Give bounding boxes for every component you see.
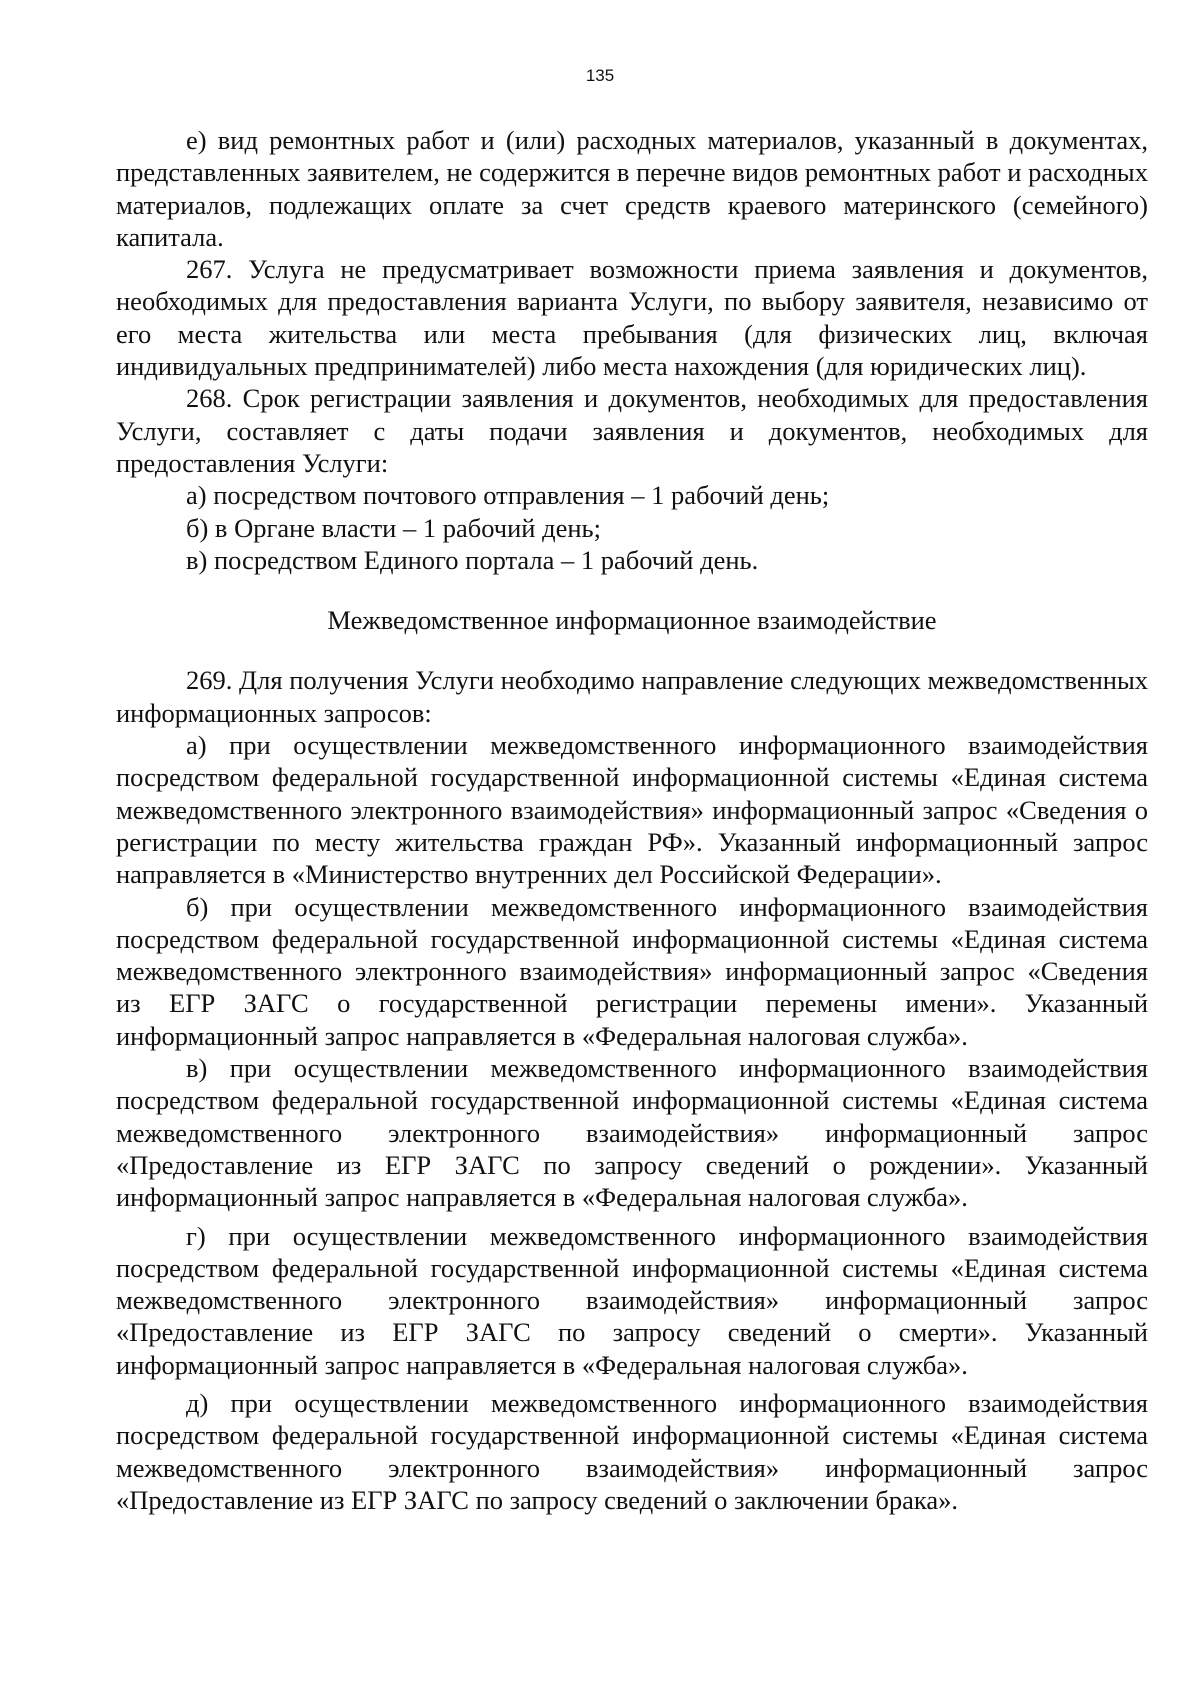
request-item-b: б) при осуществлении межведомственного информационного взаимодействия посредством федеральной государственной информационной системы «Единая система межведомственного электронного взаимодействия» информационный запрос «Сведения из ЕГР ЗАГС о государственной регистрации перемены имени». Указанный информационный запрос направляется в «Федеральная налоговая служба». (116, 891, 1148, 1051)
request-item-d: д) при осуществлении межведомственного информационного взаимодействия посредством федеральной государственной информационной системы «Единая система межведомственного электронного взаимодействия» информационный запрос «Предоставление из ЕГР ЗАГС по запросу сведений о заключении брака». (116, 1387, 1148, 1515)
paragraph-269: 269. Для получения Услуги необходимо направление следующих межведомственных информационных запросов: (116, 665, 1148, 728)
request-item-g: г) при осуществлении межведомственного информационного взаимодействия посредством федеральной государственной информационной системы «Единая система межведомственного электронного взаимодействия» информационный запрос «Предоставление из ЕГР ЗАГС по запросу сведений о смерти». Указанный информационный запрос направляется в «Федеральная налоговая служба». (116, 1220, 1148, 1380)
paragraph-268: 268. Срок регистрации заявления и документов, необходимых для предоставления Услуги, составляет с даты подачи заявления и документов, необходимых для предоставления Услуги: (116, 383, 1148, 478)
page-number: 135 (585, 66, 615, 85)
request-item-a: а) при осуществлении межведомственного информационного взаимодействия посредством федеральной государственной информационной системы «Единая система межведомственного электронного взаимодействия» информационный запрос «Сведения о регистрации по месту жительства граждан РФ». Указанный информационный запрос направляется в «Министерство внутренних дел Российской Федерации». (116, 730, 1148, 890)
section-heading: Межведомственное информационное взаимодействие (327, 605, 937, 636)
list-item-v-portal: в) посредством Единого портала – 1 рабочий день. (186, 544, 759, 575)
list-item-b-authority: б) в Органе власти – 1 рабочий день; (186, 512, 601, 543)
request-item-v: в) при осуществлении межведомственного информационного взаимодействия посредством федеральной государственной информационной системы «Единая система межведомственного электронного взаимодействия» информационный запрос «Предоставление из ЕГР ЗАГС по запросу сведений о рождении». Указанный информационный запрос направляется в «Федеральная налоговая служба». (116, 1053, 1148, 1213)
list-item-a-postal: а) посредством почтового отправления – 1 рабочий день; (186, 480, 830, 511)
paragraph-e-repair-works: е) вид ремонтных работ и (или) расходных материалов, указанный в документах, представленных заявителем, не содержится в перечне видов ремонтных работ и расходных материалов, подлежащих оплате за счет средств краевого материнского (семейного) капитала. (116, 125, 1148, 252)
paragraph-267: 267. Услуга не предусматривает возможности приема заявления и документов, необходимых для предоставления варианта Услуги, по выбору заявителя, независимо от его места жительства или места пребывания (для физических лиц, включая индивидуальных предпринимателей) либо места нахождения (для юридических лиц). (116, 254, 1148, 382)
document-body (116, 124, 1148, 1516)
